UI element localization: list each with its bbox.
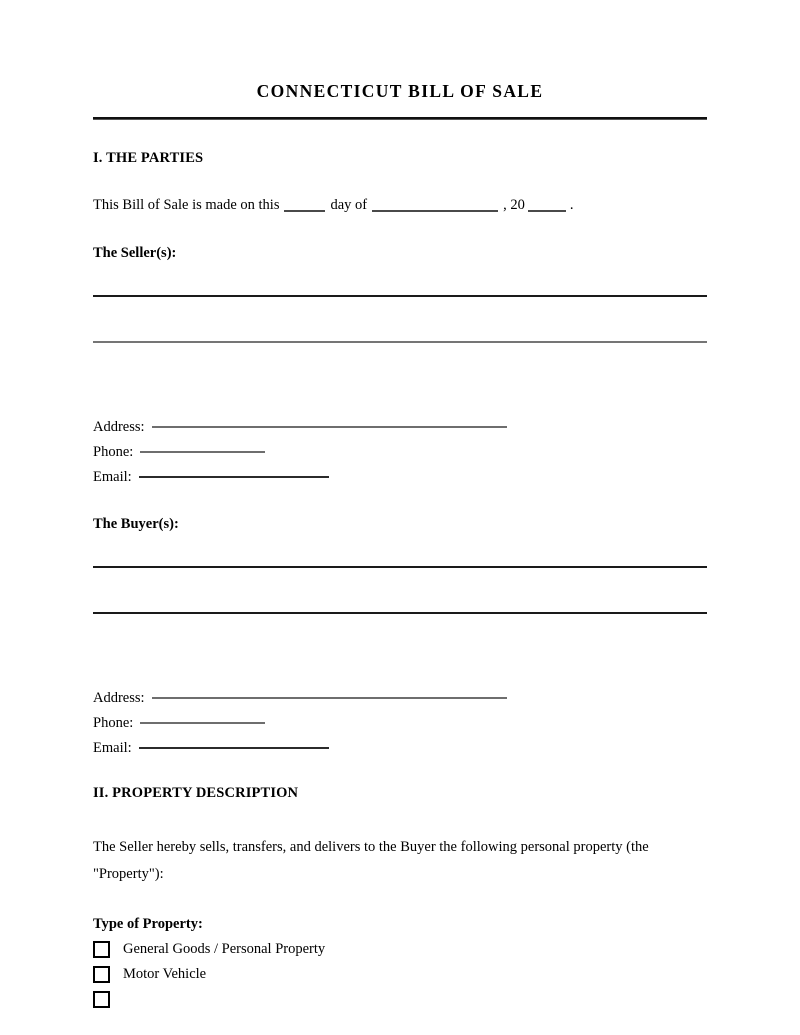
year-blank[interactable] <box>528 210 566 212</box>
property-option-row[interactable] <box>93 962 707 987</box>
buyer-address-label: Address: <box>93 690 145 707</box>
seller-email-label: Email: <box>93 469 132 486</box>
seller-phone-row <box>93 444 707 469</box>
seller-email-blank[interactable] <box>139 476 329 478</box>
checkbox-label-motor-vehicle: Motor Vehicle <box>123 966 207 983</box>
seller-address-row <box>93 419 707 444</box>
buyer-heading: The Buyer(s): <box>93 516 179 533</box>
property-option-row[interactable] <box>93 987 707 1012</box>
buyer-email-row <box>93 740 707 765</box>
day-blank[interactable] <box>284 210 325 212</box>
buyer-address-blank[interactable] <box>152 697 507 699</box>
section-heading-parties: I. THE PARTIES <box>93 150 204 167</box>
page-title: CONNECTICUT BILL OF SALE <box>256 81 544 101</box>
date-line <box>93 197 707 214</box>
type-of-property-heading: Type of Property: <box>93 916 203 933</box>
buyer-phone-row <box>93 715 707 740</box>
property-option-row[interactable] <box>93 937 707 962</box>
checkbox-general-goods[interactable] <box>93 941 110 958</box>
date-line-suffix: . <box>569 197 574 214</box>
seller-heading: The Seller(s): <box>93 245 177 262</box>
checkbox-label-general-goods: General Goods / Personal Property <box>123 941 326 958</box>
seller-phone-blank[interactable] <box>140 451 265 453</box>
seller-phone-label: Phone: <box>93 444 134 461</box>
checkbox-motor-vehicle[interactable] <box>93 966 110 983</box>
buyer-email-blank[interactable] <box>139 747 329 749</box>
checkbox-other[interactable] <box>93 991 110 1008</box>
buyer-email-label: Email: <box>93 740 132 757</box>
date-line-prefix: This Bill of Sale is made on this <box>93 197 280 214</box>
document-content <box>93 0 707 1012</box>
seller-address-blank[interactable] <box>152 426 507 428</box>
buyer-address-row <box>93 690 707 715</box>
buyer-phone-label: Phone: <box>93 715 134 732</box>
date-line-year-prefix: , 20 <box>503 197 525 214</box>
property-paragraph: The Seller hereby sells, transfers, and delivers to the Buyer the following personal property (the "Property"): <box>93 839 649 883</box>
seller-address-label: Address: <box>93 419 145 436</box>
section-heading-property: II. PROPERTY DESCRIPTION <box>93 785 299 802</box>
month-blank[interactable] <box>372 210 498 212</box>
buyer-phone-blank[interactable] <box>140 722 265 724</box>
seller-email-row <box>93 469 707 494</box>
date-line-middle: day of <box>330 197 368 214</box>
